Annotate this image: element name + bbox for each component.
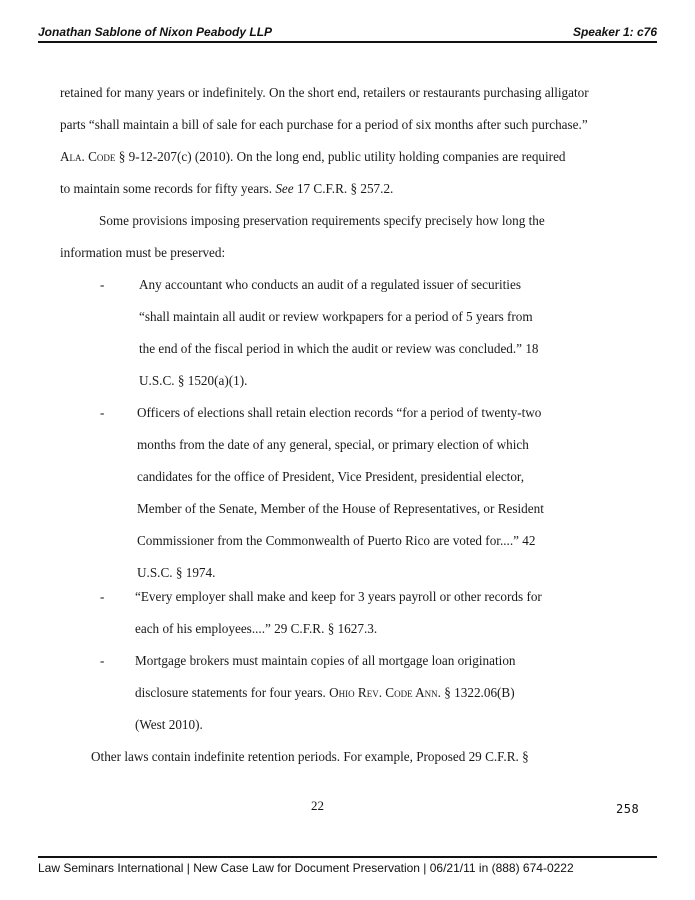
- running-footer: Law Seminars International | New Case Law for Document Preservation | 06/21/11 in (888) 674-0222: [38, 856, 657, 875]
- bullet-line: “shall maintain all audit or review workpapers for a period of 5 years from: [139, 309, 533, 324]
- bullet-line: Member of the Senate, Member of the House of Representatives, or Resident: [137, 501, 544, 516]
- running-header: [38, 26, 657, 43]
- body-line: information must be preserved:: [60, 245, 226, 260]
- bullet-line: (West 2010).: [135, 717, 203, 732]
- body-line: Some provisions imposing preservation requirements specify precisely how long the: [99, 213, 545, 228]
- body-text: disclosure statements for four years.: [135, 685, 330, 700]
- bates-stamp: 258: [616, 802, 640, 816]
- bullet-line: [135, 685, 515, 701]
- bullet-line: U.S.C. § 1974.: [137, 565, 216, 580]
- header-speaker: Speaker 1: c76: [572, 25, 657, 39]
- body-text: 17 C.F.R. § 257.2.: [293, 181, 394, 196]
- header-author: Jonathan Sablone of Nixon Peabody LLP: [38, 25, 273, 39]
- signal-italic: See: [275, 181, 294, 196]
- bullet-line: “Every employer shall make and keep for 3 years payroll or other records for: [135, 589, 542, 604]
- body-line: retained for many years or indefinitely. On the short end, retailers or restaurants purchasing alligator: [60, 85, 589, 100]
- bullet-marker: -: [100, 277, 105, 292]
- bullet-line: the end of the fiscal period in which the audit or review was concluded.” 18: [139, 341, 539, 356]
- body-line: [60, 181, 393, 197]
- bullet-line: Commissioner from the Commonwealth of Puerto Rico are voted for....” 42: [137, 533, 536, 548]
- citation-smallcaps: Ala. Code: [60, 149, 116, 164]
- body-line: [60, 149, 566, 165]
- page-number: 22: [311, 798, 324, 813]
- body-text: to maintain some records for fifty years.: [60, 181, 276, 196]
- bullet-line: Any accountant who conducts an audit of a regulated issuer of securities: [139, 277, 521, 292]
- bullet-line: Mortgage brokers must maintain copies of all mortgage loan origination: [135, 653, 516, 668]
- bullet-line: months from the date of any general, special, or primary election of which: [137, 437, 529, 452]
- bullet-line: candidates for the office of President, Vice President, presidential elector,: [137, 469, 525, 484]
- body-text: § 9-12-207(c) (2010). On the long end, public utility holding companies are required: [115, 149, 566, 164]
- bullet-line: Officers of elections shall retain election records “for a period of twenty-two: [137, 405, 542, 420]
- bullet-marker: -: [100, 653, 105, 668]
- body-line: parts “shall maintain a bill of sale for each purchase for a period of six months after such purchase.”: [60, 117, 588, 132]
- bullet-marker: -: [100, 405, 105, 420]
- bullet-line: U.S.C. § 1520(a)(1).: [139, 373, 248, 388]
- citation-smallcaps: Ohio Rev. Code Ann.: [329, 685, 441, 700]
- bullet-marker: -: [100, 589, 105, 604]
- body-line: Other laws contain indefinite retention periods. For example, Proposed 29 C.F.R. §: [91, 749, 529, 764]
- bullet-line: each of his employees....” 29 C.F.R. § 1627.3.: [135, 621, 378, 636]
- body-text: § 1322.06(B): [440, 685, 515, 700]
